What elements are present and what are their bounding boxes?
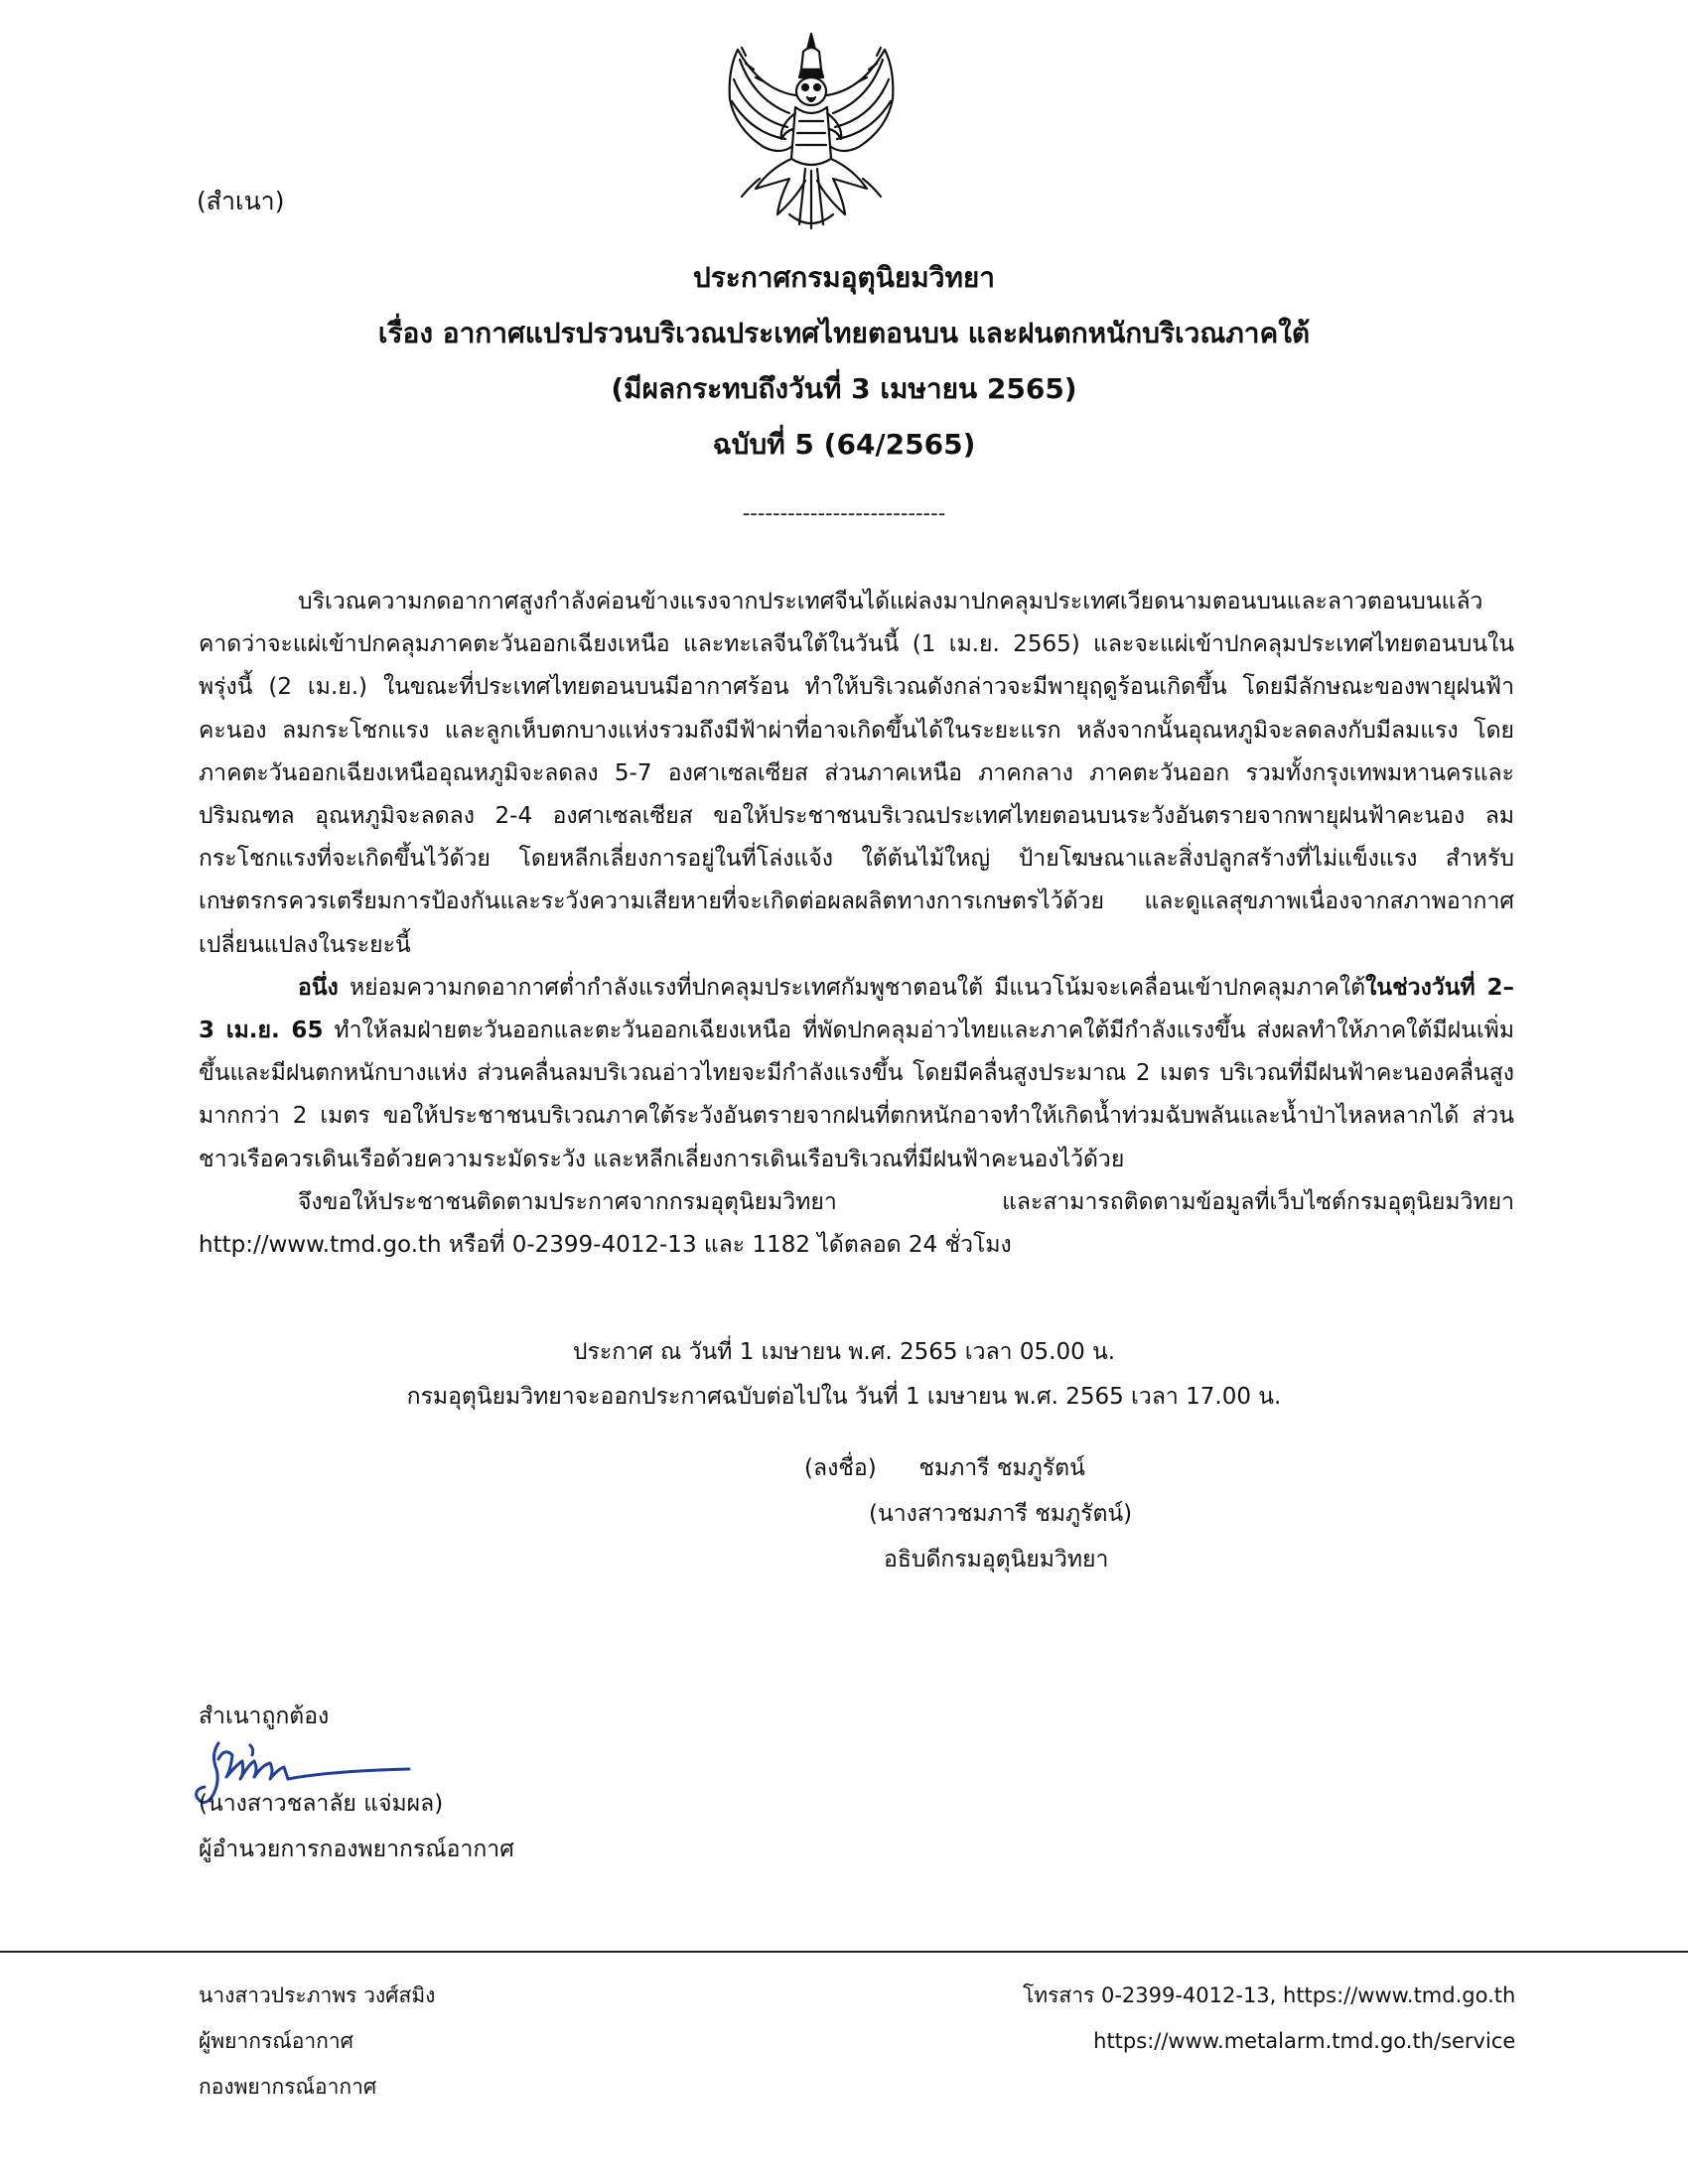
signed-label: (ลงชื่อ)	[804, 1455, 877, 1481]
garuda-emblem-icon	[720, 30, 904, 233]
signatory-full-name: (นางสาวชมภารี ชมภูรัตน์)	[869, 1501, 1133, 1527]
footer-contact	[1023, 1973, 1515, 2064]
effect-date: (มีผลกระทบถึงวันที่ 3 เมษายน 2565)	[611, 372, 1077, 405]
page-title: ประกาศกรมอุตุนิยมวิทยา	[692, 261, 996, 294]
forecaster-role: ผู้พยากรณ์อากาศ	[199, 2029, 353, 2053]
paragraph-2-lead: อนึ่ง	[298, 974, 339, 1001]
next-announcement: กรมอุตุนิยมวิทยาจะออกประกาศฉบับต่อไปใน วันที่ 1 เมษายน พ.ศ. 2565 เวลา 17.00 น.	[406, 1384, 1282, 1410]
copy-mark: (สำเนา)	[197, 187, 285, 215]
footer-forecaster	[199, 1973, 435, 2110]
paragraph-2	[199, 967, 1514, 1181]
fax-line: โทรสาร 0-2399-4012-13, https://www.tmd.go.th	[1023, 1983, 1516, 2007]
footer-divider	[0, 1951, 1688, 1953]
subject-line: เรื่อง อากาศแปรปรวนบริเวณประเทศไทยตอนบน และฝนตกหนักบริเวณภาคใต้	[377, 317, 1311, 349]
body-text	[199, 581, 1514, 1267]
forecaster-name: นางสาวประภาพร วงศ์สมิง	[199, 1983, 436, 2007]
announcement-date: ประกาศ ณ วันที่ 1 เมษายน พ.ศ. 2565 เวลา 05.00 น.	[572, 1339, 1116, 1365]
signatory-position: อธิบดีกรมอุตุนิยมวิทยา	[884, 1547, 1109, 1572]
issue-number: ฉบับที่ 5 (64/2565)	[712, 428, 976, 461]
certifier-name: (นางสาวชลาลัย แจ่มผล)	[199, 1791, 444, 1817]
forecaster-division: กองพยากรณ์อากาศ	[199, 2075, 377, 2099]
paragraph-2-text-b: ทำให้ลมฝ่ายตะวันออกและตะวันออกเฉียงเหนือ ที่พัดปกคลุมอ่าวไทยและภาคใต้มีกำลังแรงขึ้น ส่งผลทำให้ภาคใต้มีฝนเพิ่มขึ้นและมีฝนตกหนักบางแห่ง ส่วนคลื่นลมบริเวณอ่าวไทยจะมีกำลังแรงขึ้น โดยมีคลื่นสูงประมาณ 2 เมตร บริเวณที่มีฝนฟ้าคะนองคลื่นสูงมากกว่า 2 เมตร ขอให้ประชาชนบริเวณภาคใต้ระวังอันตรายจากฝนที่ตกหนักอาจทำให้เกิดน้ำท่วมฉับพลันและน้ำป่าไหลหลากได้ ส่วนชาวเรือควรเดินเรือด้วยความระมัดระวัง และหลีกเลี่ยงการเดินเรือบริเวณที่มีฝนฟ้าคะนองไว้ด้วย	[199, 1018, 1515, 1172]
signed-line	[804, 1445, 1085, 1491]
signed-name: ชมภารี ชมภูรัตน์	[918, 1455, 1085, 1481]
paragraph-2-bold-date: ในช่วงวันที่ 2–3 เม.ย. 65	[199, 974, 1514, 1044]
certified-label: สำเนาถูกต้อง	[199, 1704, 330, 1729]
service-url[interactable]: https://www.metalarm.tmd.go.th/service	[1093, 2029, 1516, 2053]
separator: ---------------------------	[742, 501, 946, 525]
title-block	[0, 250, 1688, 473]
paragraph-1: บริเวณความกดอากาศสูงกำลังค่อนข้างแรงจากประเทศจีนได้แผ่ลงมาปกคลุมประเทศเวียดนามตอนบนและลาวตอนบนแล้ว คาดว่าจะแผ่เข้าปกคลุมภาคตะวันออกเฉียงเหนือ และทะเลจีนใต้ในวันนี้ (1 เม.ย. 2565) และจะแผ่เข้าปกคลุมประเทศไทยตอนบนในพรุ่งนี้ (2 เม.ย.) ในขณะที่ประเทศไทยตอนบนมีอากาศร้อน ทำให้บริเวณดังกล่าวจะมีพายุฤดูร้อนเกิดขึ้น โดยมีลักษณะของพายุฝนฟ้าคะนอง ลมกระโชกแรง และลูกเห็บตกบางแห่งรวมถึงมีฟ้าผ่าที่อาจเกิดขึ้นได้ในระยะแรก หลังจากนั้นอุณหภูมิจะลดลงกับมีลมแรง โดยภาคตะวันออกเฉียงเหนืออุณหภูมิจะลดลง 5-7 องศาเซลเซียส ส่วนภาคเหนือ ภาคกลาง ภาคตะวันออก รวมทั้งกรุงเทพมหานครและปริมณฑล อุณหภูมิจะลดลง 2-4 องศาเซลเซียส ขอให้ประชาชนบริเวณประเทศไทยตอนบนระวังอันตรายจากพายุฝนฟ้าคะนอง ลมกระโชกแรงที่จะเกิดขึ้นไว้ด้วย โดยหลีกเลี่ยงการอยู่ในที่โล่งแจ้ง ใต้ต้นไม้ใหญ่ ป้ายโฆษณาและสิ่งปลูกสร้างที่ไม่แข็งแรง สำหรับเกษตรกรควรเตรียมการป้องกันและระวังความเสียหายที่จะเกิดต่อผลผลิตทางการเกษตรไว้ด้วย และดูแลสุขภาพเนื่องจากสภาพอากาศเปลี่ยนแปลงในระยะนี้	[199, 589, 1514, 958]
paragraph-3: จึงขอให้ประชาชนติดตามประกาศจากกรมอุตุนิยมวิทยา และสามารถติดตามข้อมูลที่เว็บไซต์กรมอุตุนิยมวิทยา http://www.tmd.go.th หรือที่ 0-2399-4012-13 และ 1182 ได้ตลอด 24 ชั่วโมง	[199, 1188, 1514, 1259]
announcement-date-block	[0, 1330, 1688, 1420]
paragraph-2-text-a: หย่อมความกดอากาศต่ำกำลังแรงที่ปกคลุมประเทศกัมพูชาตอนใต้ มีแนวโน้มจะเคลื่อนเข้าปกคลุมภาคใต้	[338, 974, 1366, 1001]
certifier-position: ผู้อำนวยการกองพยากรณ์อากาศ	[199, 1837, 514, 1862]
